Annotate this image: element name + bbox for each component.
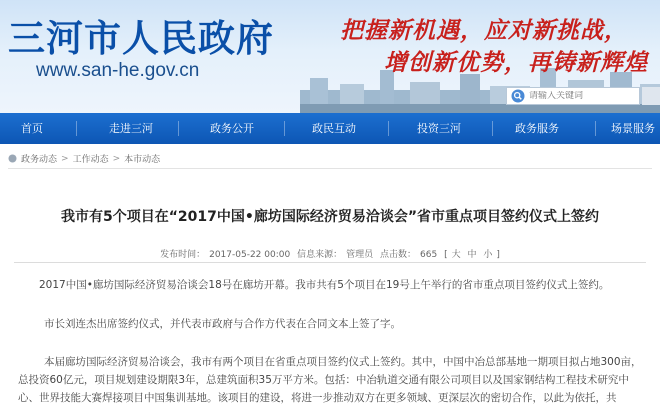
breadcrumb-separator: >: [61, 153, 69, 164]
nav-item-invest-sanhe[interactable]: 投资三河: [417, 122, 461, 135]
article-meta: [0, 247, 660, 260]
nav-divider: [178, 121, 179, 136]
search-box: [506, 87, 640, 105]
slogan-line-2: 增创新优势，再铸新辉煌: [384, 49, 648, 76]
article-paragraph: 2017中国•廊坊国际经济贸易洽谈会18号在廊坊开幕。我市共有5个项目在19号上午举行的省市重点项目签约仪式上签约。: [39, 279, 610, 291]
breadcrumb-gov-news[interactable]: 政务动态: [21, 155, 58, 165]
nav-item-home[interactable]: 首页: [21, 122, 43, 135]
source-value: 管理员: [346, 250, 374, 260]
publish-time: 2017-05-22 00:00: [209, 250, 291, 260]
nav-divider: [284, 121, 285, 136]
main-nav: [0, 113, 660, 144]
source-label: 信息来源：: [297, 250, 343, 260]
views-label: 点击数：: [380, 250, 417, 260]
site-title: 三河市人民政府: [8, 16, 274, 60]
views-count: 665: [420, 250, 438, 260]
nav-divider: [76, 121, 77, 136]
nav-item-gov-public-interaction[interactable]: 政民互动: [312, 122, 356, 135]
breadcrumb-local-news[interactable]: 本市动态: [124, 155, 161, 165]
article-paragraph: 市长刘连杰出席签约仪式，并代表市政府与合作方代表在合同文本上签了字。: [44, 318, 401, 330]
breadcrumb-divider: [8, 168, 652, 169]
font-size-small-link[interactable]: 小: [483, 250, 493, 260]
search-submit-button[interactable]: [642, 87, 660, 105]
article-paragraph: 本届廊坊国际经济贸易洽谈会，我市有两个项目在省重点项目签约仪式上签约。其中，中国中冶总部基地一期项目拟占地300亩，总投资60亿元，项目规划建设期限3年，总建筑面积35万平方米。包括：中冶轨道交通有限公司项目以及国家钢结构工程技术研究中心、世界技能大赛焊接项目中国集训基地。该项目的建设，将进一步推动双方在更多领域、更深层次的密切合作，以此为依托，共: [18, 356, 642, 404]
site-header-banner: [0, 0, 660, 113]
breadcrumb: [8, 152, 160, 165]
meta-divider: [14, 262, 646, 263]
nav-item-about-sanhe[interactable]: 走进三河: [109, 122, 153, 135]
nav-divider: [492, 121, 493, 136]
font-size-medium-link[interactable]: 中: [467, 250, 477, 260]
site-url: www.san-he.gov.cn: [36, 60, 200, 81]
nav-divider: [595, 121, 596, 136]
publish-time-label: 发布时间：: [160, 250, 206, 260]
search-input[interactable]: [529, 91, 637, 101]
nav-item-gov-services[interactable]: 政务服务: [515, 122, 559, 135]
nav-item-gov-affairs-public[interactable]: 政务公开: [210, 122, 254, 135]
nav-item-scenario-services[interactable]: 场景服务: [611, 122, 655, 135]
font-size-bracket-open: [: [444, 250, 448, 260]
breadcrumb-separator: >: [112, 153, 121, 164]
slogan-line-1: 把握新机遇，应对新挑战，: [340, 17, 628, 44]
breadcrumb-work-news[interactable]: 工作动态: [72, 155, 109, 165]
article-title: 我市有5个项目在“2017中国•廊坊国际经济贸易洽谈会”省市重点项目签约仪式上签约: [60, 209, 600, 225]
search-icon: [510, 88, 526, 104]
font-size-large-link[interactable]: 大: [451, 250, 461, 260]
location-icon: [8, 154, 17, 163]
nav-divider: [388, 121, 389, 136]
font-size-bracket-close: ]: [496, 250, 500, 260]
